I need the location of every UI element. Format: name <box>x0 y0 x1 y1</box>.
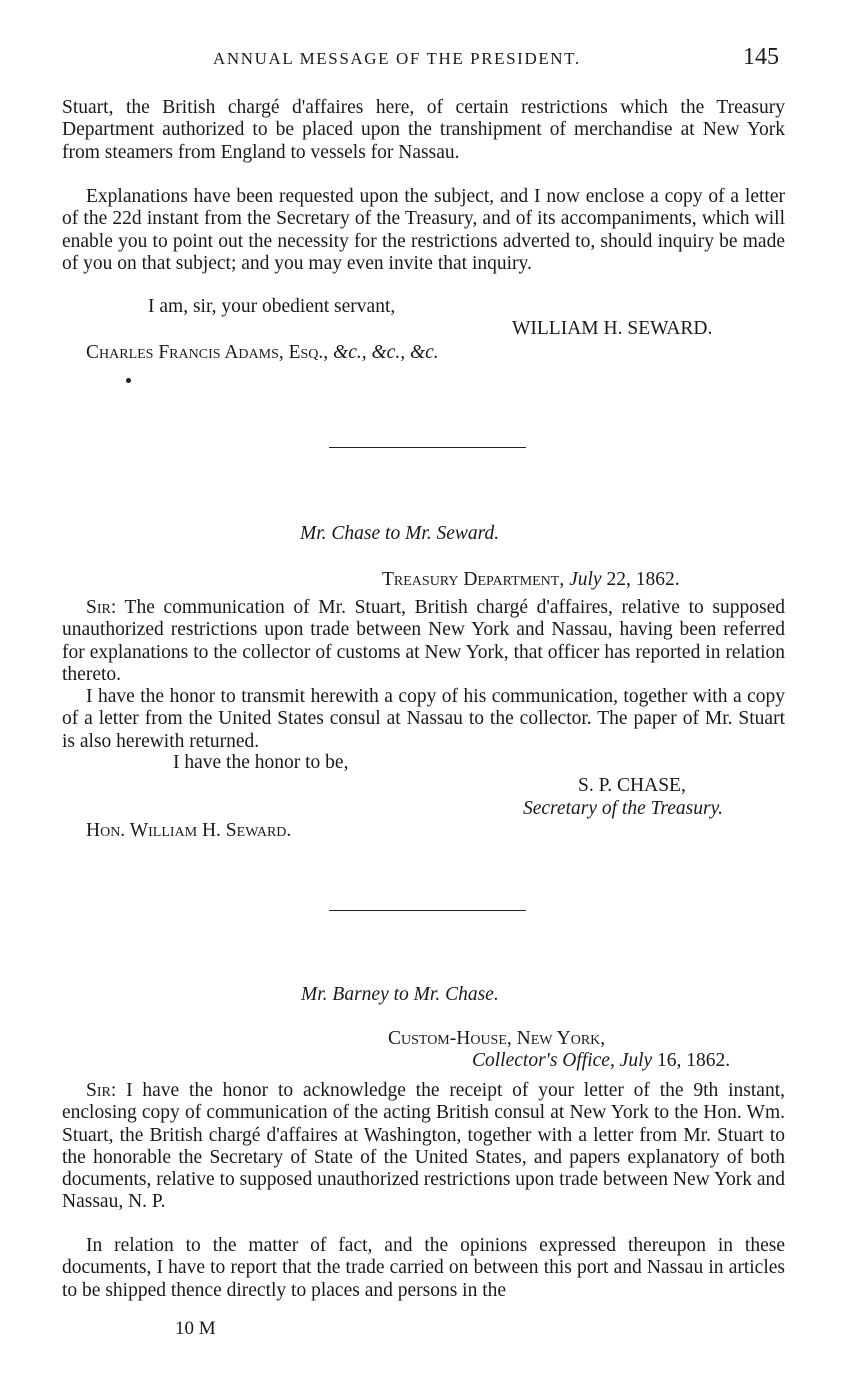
letter2-closing: I have the honor to be, <box>173 752 349 773</box>
salutation: Sir: <box>86 597 117 618</box>
letter2-paragraph-1 <box>62 597 785 686</box>
dateline-date: 22, 1862. <box>606 569 680 590</box>
letter3-paragraph-1 <box>62 1080 785 1214</box>
letter2-signature: S. P. CHASE, <box>578 775 686 796</box>
letter1-addressee <box>86 342 439 364</box>
signature-mark: 10 M <box>175 1318 216 1339</box>
dateline-month: July <box>569 569 602 590</box>
letter3-dateline <box>472 1050 730 1072</box>
letter1-paragraph-1: Stuart, the British chargé d'affaires here, of certain restrictions which the Treasury Department authorized to be placed upon the transhipment of merchandise at New York from steamers from England to vessels for Nassau. <box>62 97 785 163</box>
page-number: 145 <box>743 44 779 70</box>
letter2-paragraph-1-text: The communication of Mr. Stuart, British chargé d'affaires, relative to supposed unauthorized restrictions upon trade between New York and Nassau, having been referred for explanations to the collector of customs at New York, that officer has reported in relation thereto. <box>62 597 785 685</box>
letter3-paragraph-1-text: I have the honor to acknowledge the receipt of your letter of the 9th instant, enclosing copy of communication of the acting British consul at New York to the Hon. Wm. Stuart, the British chargé d'affaires at Washington, together with a letter from Mr. Stuart to the honorable the Secretary of State of the United States, and papers explanatory of both documents, relative to supposed unauthorized restrictions upon trade between New York and Nassau, N. P. <box>62 1080 785 1213</box>
letter3-paragraph-2: In relation to the matter of fact, and the opinions expressed thereupon in these documents, I have to report that the trade carried on between this port and Nassau in articles to be shipped thence directly to places and persons in the <box>62 1235 785 1301</box>
letter2-addressee: Hon. William H. Seward. <box>86 820 292 841</box>
letter2-heading: Mr. Chase to Mr. Seward. <box>300 523 500 544</box>
addressee-etc: &c., &c., &c. <box>333 342 439 363</box>
section-divider <box>329 447 526 448</box>
letter1-closing: I am, sir, your obedient servant, <box>148 296 396 317</box>
stray-dot <box>126 378 131 383</box>
letter2-signature-title: Secretary of the Treasury. <box>523 798 724 819</box>
letter2-dateline <box>382 569 680 591</box>
section-divider <box>329 910 526 911</box>
dateline-office: Collector's Office, July <box>472 1050 653 1071</box>
letter2-paragraph-2: I have the honor to transmit herewith a copy of his communication, together with a copy of a letter from the United States consul at Nassau to the collector. The paper of Mr. Stuart is also herewith returned. <box>62 686 785 752</box>
dateline-place: Treasury Department, <box>382 569 565 590</box>
letter3-place: Custom-House, New York, <box>388 1028 606 1049</box>
salutation: Sir: <box>86 1080 117 1101</box>
dateline-date: 16, 1862. <box>657 1050 731 1071</box>
letter3-heading: Mr. Barney to Mr. Chase. <box>301 984 499 1005</box>
letter1-signature: WILLIAM H. SEWARD. <box>512 318 713 339</box>
letter1-paragraph-2: Explanations have been requested upon the subject, and I now enclose a copy of a letter of the 22d instant from the Secretary of the Treasury, and of its accompaniments, which will enable you to point out the necessity for the restrictions adverted to, should inquiry be made of you on that subject; and you may even invite that inquiry. <box>62 186 785 274</box>
running-header: ANNUAL MESSAGE OF THE PRESIDENT. <box>213 49 581 68</box>
addressee-name: Charles Francis Adams, Esq., <box>86 342 329 363</box>
